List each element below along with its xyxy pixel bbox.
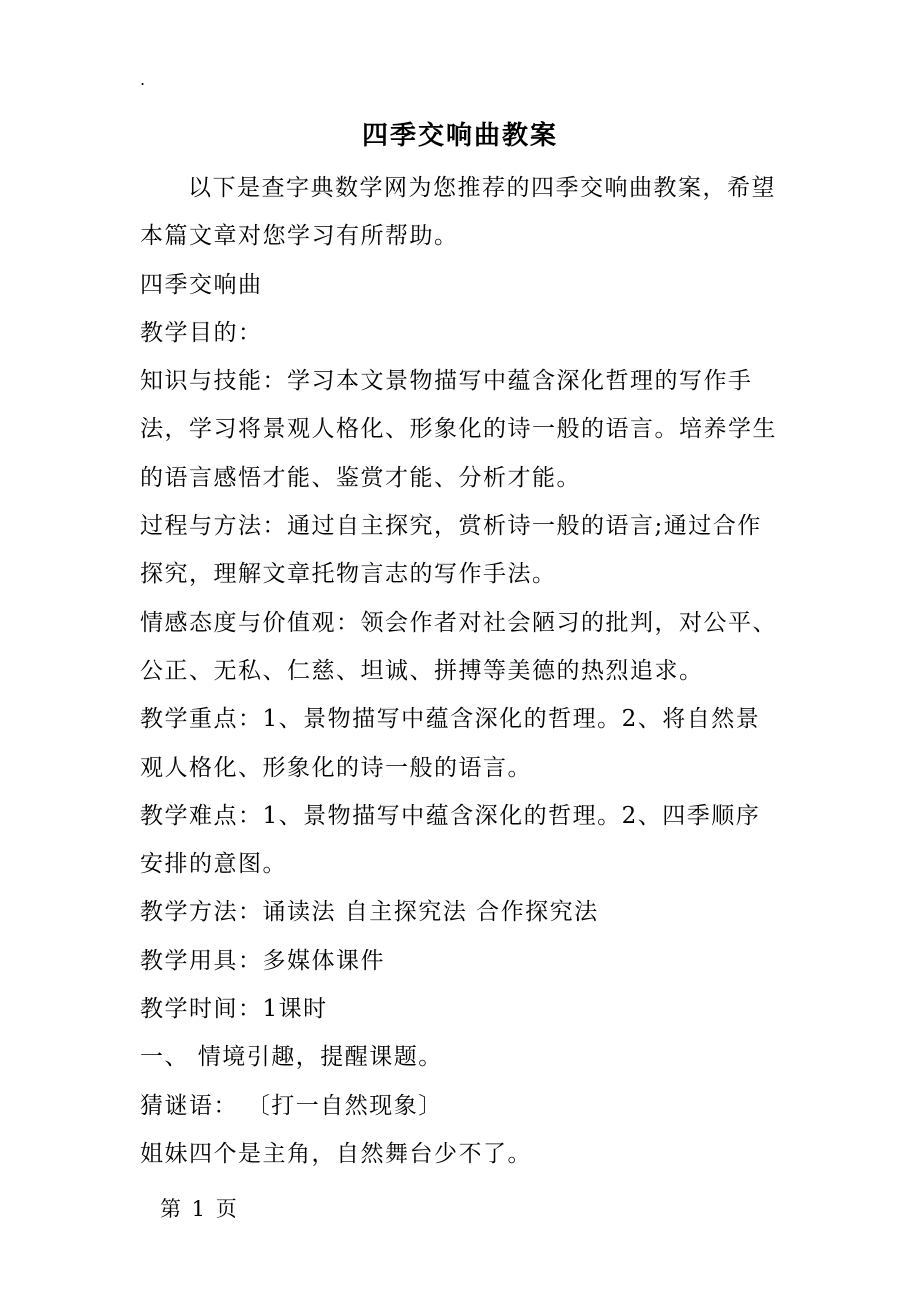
riddle-line-paragraph: 姐妹四个是主角，自然舞台少不了。	[140, 1140, 532, 1167]
teaching-time-paragraph: 教学时间：1课时	[140, 996, 328, 1023]
knowledge-skills-paragraph: 知识与技能：学习本文景物描写中蕴含深化哲理的写作手法，学习将景观人格化、形象化的诗一般的语言。培养学生的语言感悟才能、鉴赏才能、分析才能。	[140, 368, 777, 491]
page-number: 第 1 页	[160, 1197, 239, 1221]
lesson-name: 四季交响曲	[140, 271, 263, 298]
intro-paragraph: 以下是查字典数学网为您推荐的四季交响曲教案，希望本篇文章对您学习有所帮助。	[140, 175, 776, 250]
corner-mark: .	[140, 70, 146, 89]
emotion-values-paragraph: 情感态度与价值观：领会作者对社会陋习的批判，对公平、公正、无私、仁慈、坦诚、拼搏等美德的热烈追求。	[140, 609, 777, 684]
key-points-paragraph: 教学重点：1、景物描写中蕴含深化的哲理。2、将自然景观人格化、形象化的诗一般的语言。	[140, 706, 761, 781]
page-title: 四季交响曲教案	[361, 121, 558, 151]
document-body	[140, 164, 780, 1178]
difficult-points-paragraph: 教学难点：1、景物描写中蕴含深化的哲理。2、四季顺序安排的意图。	[140, 802, 761, 878]
teaching-goals-heading: 教学目的：	[140, 319, 263, 346]
riddle-paragraph: 猜谜语： 〔打一自然现象〕	[140, 1092, 443, 1119]
teaching-methods-paragraph: 教学方法：诵读法 自主探究法 合作探究法	[140, 899, 599, 926]
teaching-tools-paragraph: 教学用具：多媒体课件	[140, 947, 385, 974]
section-one-heading: 一、 情境引趣，提醒课题。	[140, 1044, 443, 1071]
process-method-paragraph: 过程与方法：通过自主探究，赏析诗一般的语言;通过合作探究，理解文章托物言志的写作手法。	[140, 513, 762, 588]
